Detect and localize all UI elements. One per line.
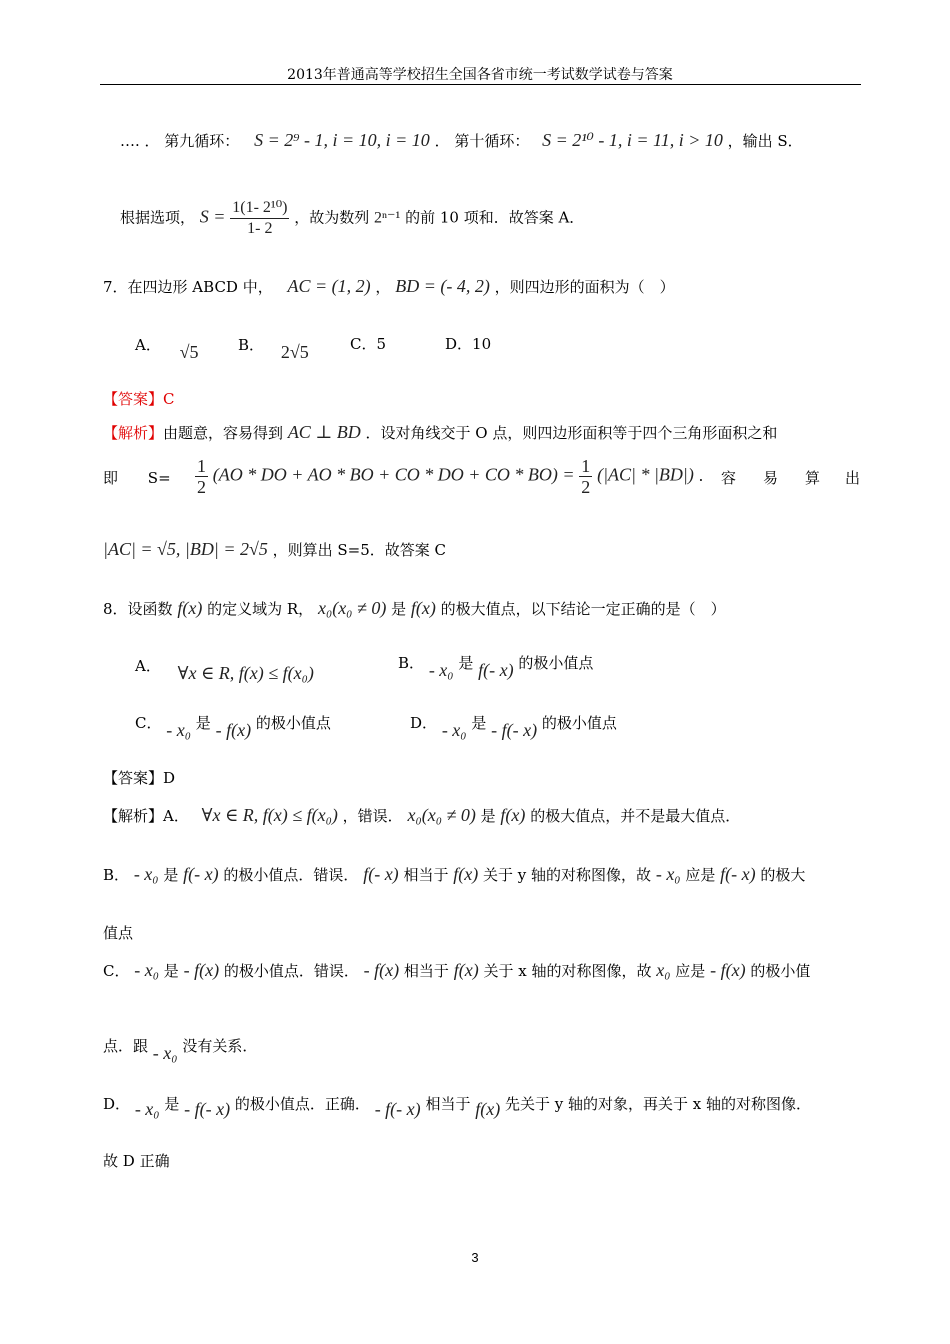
- q8-solution-c: [103, 960, 810, 981]
- q8-solution-b-cont: 值点: [103, 924, 134, 942]
- q7-text-a: 7．在四边形 ABCD 中，: [103, 278, 273, 296]
- q8-option-c-t2: 的极小值点: [255, 714, 331, 732]
- q8-option-d-label: D．: [410, 714, 438, 732]
- q8-sol-c-m3: - f(x): [363, 960, 400, 980]
- q7-text-b: ，则四边形的面积为（ ）: [494, 278, 675, 296]
- q8-option-c-label: C．: [135, 714, 162, 732]
- q8-sol-c-t6: 的极小值: [750, 962, 811, 980]
- vector-ac: AC = (1, 2): [287, 276, 371, 296]
- loop-text-a: …. ． 第九循环：: [120, 132, 240, 150]
- q8-option-b: [398, 652, 594, 680]
- q7-option-a-label: A．: [135, 336, 161, 354]
- q8-sol-b-m5: - x₀: [655, 864, 681, 884]
- q8-option-c-m2: - f(x): [215, 720, 252, 740]
- q8-sol-b-m6: f(- x): [720, 864, 756, 884]
- sequence-term: 2ⁿ⁻¹: [374, 209, 401, 227]
- loop-text-b: ． 第十循环：: [434, 132, 530, 150]
- q8-fx-1: f(x): [177, 598, 203, 618]
- q8-option-c: [135, 712, 331, 740]
- q8-sol-c-t5: 应是: [675, 962, 706, 980]
- q8-sol-b-m4: f(x): [453, 864, 479, 884]
- half-fraction-2-den: 2: [581, 477, 591, 497]
- q8-option-b-m1: - x₀: [428, 660, 454, 680]
- q7-option-b-value: 2√5: [280, 342, 309, 362]
- options-text-c: 的前 10 项和．故答案 A．: [405, 208, 585, 227]
- options-text-b: ，故为数列: [294, 208, 370, 227]
- q8-option-b-t2: 的极小值点: [518, 654, 594, 672]
- q8-sol-c-t2: 的极小值点．错误．: [223, 962, 359, 980]
- q8-sol-b-label: B．: [103, 866, 130, 884]
- q8-sol-c-m2: - f(x): [183, 960, 220, 980]
- q8-sol-c-m6: - f(x): [710, 960, 746, 980]
- lengths-math: |AC| = √5, |BD| = 2√5: [103, 539, 268, 559]
- q7-solution-line1: [103, 422, 777, 443]
- q7-solution2-c: ．: [698, 466, 714, 485]
- q8-sol-d-m1: - x₀: [134, 1099, 160, 1119]
- q7-solution-bracket: 【解析】: [103, 424, 164, 442]
- q8-solution-d: [103, 1093, 812, 1119]
- question-8: [103, 598, 726, 619]
- q8-option-b-label: B．: [398, 654, 425, 672]
- q8-sol-c-m4: f(x): [453, 960, 479, 980]
- q8-sol-b-t4: 关于 y 轴的对称图像，故: [483, 866, 652, 884]
- q8-solution-b: [103, 864, 805, 885]
- q8-sol-d-m3: - f(- x): [374, 1099, 421, 1119]
- q8-sol-a-m2: x₀(x₀ ≠ 0): [407, 805, 476, 825]
- half-fraction-2-num: 1: [581, 456, 591, 476]
- q8-sol-d-m4: f(x): [475, 1099, 501, 1119]
- q8-sol-c-cont-b: 没有关系．: [182, 1037, 258, 1055]
- header-rule: [100, 84, 861, 85]
- area-expression-1: (AO * DO + AO * BO + CO * DO + CO * BO) =: [212, 464, 575, 485]
- s-equals: S =: [199, 206, 226, 227]
- q8-option-d-m1: - x₀: [441, 720, 467, 740]
- q8-sol-c-cont-m: - x₀: [152, 1043, 178, 1063]
- q8-sol-b-t5: 应是: [685, 866, 716, 884]
- half-fraction-1-den: 2: [197, 477, 206, 497]
- q8-option-d-t1: 是: [471, 714, 487, 732]
- q7-option-c: C．5: [350, 335, 387, 353]
- q8-sol-b-m3: f(- x): [363, 864, 399, 884]
- q8-sol-d-m2: - f(- x): [184, 1099, 231, 1119]
- q7-answer-value: C: [163, 390, 175, 408]
- q7-solution3-a: ，则算出 S=5．故答案 C: [272, 541, 447, 559]
- q8-option-d-t2: 的极小值点: [541, 714, 617, 732]
- page-header: 2013年普通高等学校招生全国各省市统一考试数学试卷与答案: [287, 67, 673, 83]
- q8-sol-b-m2: f(- x): [183, 864, 219, 884]
- q7-solution2-b: S=: [147, 469, 171, 487]
- q8-sol-c-m1: - x₀: [134, 960, 160, 980]
- q8-sol-b-m1: - x₀: [133, 864, 159, 884]
- q8-option-b-m2: f(- x): [478, 660, 514, 680]
- options-line: [120, 198, 584, 239]
- q7-solution-text-b: ．设对角线交于 O 点，则四边形面积等于四个三角形面积之和: [365, 424, 778, 442]
- spread-word-1: 容: [721, 469, 737, 487]
- q7-option-a: [135, 334, 199, 362]
- half-fraction-1: [195, 456, 208, 497]
- q8-option-d: [410, 712, 617, 740]
- q7-solution-line2: [103, 468, 171, 488]
- q8-option-c-m1: - x₀: [166, 720, 192, 740]
- q7-solution2-a: 即: [103, 469, 119, 487]
- q8-option-d-m2: - f(- x): [491, 720, 538, 740]
- sum-fraction-numerator: 1(1- 2¹⁰): [232, 199, 288, 216]
- question-7: [103, 276, 675, 297]
- q8-option-a-math: ∀x ∈ R, f(x) ≤ f(x₀): [177, 663, 314, 683]
- q8-sol-c-m5: x₀: [656, 960, 671, 980]
- q8-sol-d-t2: 的极小值点．正确．: [234, 1095, 370, 1113]
- loop-line: [120, 130, 803, 151]
- q8-sol-a-m3: f(x): [500, 805, 526, 825]
- q7-option-b: [238, 334, 309, 362]
- q8-answer: 【答案】D: [103, 769, 176, 787]
- loop10-math: S = 2¹⁰ - 1, i = 11, i > 10: [542, 130, 723, 150]
- q8-sol-a-t1: ，错误．: [342, 807, 403, 825]
- q8-sol-c-label: C．: [103, 962, 130, 980]
- q8-sol-b-t3: 相当于: [403, 866, 449, 884]
- q8-sol-c-t1: 是: [163, 962, 179, 980]
- q7-answer-bracket: 【答案】: [103, 390, 164, 408]
- q7-answer: [103, 389, 175, 409]
- q8-x0: x₀(x₀ ≠ 0): [317, 598, 387, 618]
- q8-text-c: 是: [391, 600, 407, 618]
- q7-option-d: D．10: [445, 335, 492, 353]
- page-number: 3: [471, 1250, 479, 1265]
- half-fraction-1-num: 1: [197, 456, 206, 476]
- q7-comma: ，: [375, 278, 391, 296]
- loop-text-c: ，输出 S．: [727, 132, 803, 150]
- q8-option-a-label: A．: [135, 657, 161, 675]
- q8-sol-c-t4: 关于 x 轴的对称图像，故: [483, 962, 652, 980]
- area-expression-2: (|AC| * |BD|): [597, 464, 694, 485]
- q7-solution-text-a: 由题意，容易得到: [163, 424, 284, 442]
- q8-solution-d-cont: 故 D 正确: [103, 1152, 170, 1170]
- q8-text-d: 的极大值点，以下结论一定正确的是（ ）: [440, 600, 726, 618]
- spread-word-4: 出: [845, 469, 861, 487]
- q8-text-b: 的定义域为 R，: [207, 600, 314, 618]
- q7-option-a-value: √5: [179, 342, 199, 362]
- q8-sol-b-t1: 是: [163, 866, 179, 884]
- q8-sol-a-m1: ∀x ∈ R, f(x) ≤ f(x₀): [201, 805, 338, 825]
- half-fraction-2: [579, 456, 592, 497]
- q7-option-b-label: B．: [238, 336, 265, 354]
- q8-sol-a-t2: 是: [480, 807, 496, 825]
- loop9-math: S = 2⁹ - 1, i = 10, i = 10: [254, 130, 430, 150]
- q8-sol-d-t1: 是: [164, 1095, 180, 1113]
- perpendicular-math: AC ⊥ BD: [287, 422, 361, 442]
- q8-sol-d-t3: 相当于: [425, 1095, 471, 1113]
- q8-sol-c-cont-a: 点．跟: [103, 1037, 149, 1055]
- q8-fx-2: f(x): [410, 598, 436, 618]
- q8-option-a: [135, 655, 314, 683]
- sum-fraction: [230, 198, 289, 239]
- q8-sol-c-t3: 相当于: [403, 962, 449, 980]
- q8-sol-b-t6: 的极大: [760, 866, 806, 884]
- q8-option-c-t1: 是: [195, 714, 211, 732]
- vector-bd: BD = (- 4, 2): [395, 276, 490, 296]
- q8-text-a: 8．设函数: [103, 600, 173, 618]
- q8-sol-a-label: 【解析】A．: [103, 807, 189, 825]
- area-formula: [195, 456, 714, 497]
- spread-word-2: 易: [763, 469, 779, 487]
- q8-solution-c-cont: [103, 1035, 258, 1063]
- q8-option-b-t1: 是: [458, 654, 474, 672]
- q8-sol-d-label: D．: [103, 1095, 131, 1113]
- options-text-a: 根据选项，: [120, 208, 196, 227]
- q8-sol-d-t4: 先关于 y 轴的对象，再关于 x 轴的对称图像．: [505, 1095, 812, 1113]
- q8-sol-a-t3: 的极大值点，并不是最大值点．: [530, 807, 741, 825]
- spread-word-3: 算: [805, 469, 821, 487]
- q8-solution-a: [103, 805, 740, 826]
- q7-solution-line3: [103, 539, 446, 560]
- q8-sol-b-t2: 的极小值点．错误．: [223, 866, 359, 884]
- sum-fraction-denominator: 1- 2: [230, 218, 289, 239]
